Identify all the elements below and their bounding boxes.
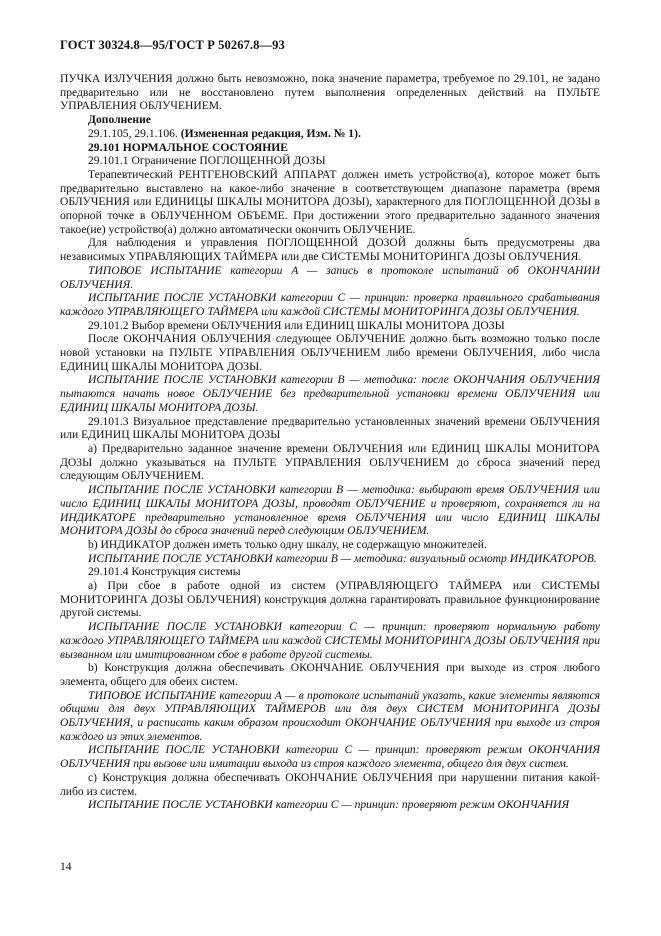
test-requirement: ИСПЫТАНИЕ ПОСЛЕ УСТАНОВКИ категории С — принцип: проверяют режим ОКОНЧАНИЯ ОБЛУЧЕНИЯ при вызове или имитации выхода из строя каждого элемента, общего для двух систем. [60,743,600,771]
amendment-note [60,127,600,141]
subsection-heading: 29.101.1 Ограничение ПОГЛОЩЕННОЙ ДОЗЫ [88,154,326,168]
document-body [60,72,600,812]
subsection-heading: 29.101.4 Конструкция системы [88,565,241,579]
page-number: 14 [60,860,72,873]
test-requirement: ИСПЫТАНИЕ ПОСЛЕ УСТАНОВКИ категории С — принцип: проверка правильного срабатывания каждого УПРАВЛЯЮЩЕГО ТАЙМЕРА или каждой СИСТЕМЫ МОНИТОРИНГА ДОЗЫ ОБЛУЧЕНИЯ. [60,291,600,318]
paragraph: Терапевтический РЕНТГЕНОВСКИЙ АППАРАТ должен иметь устройство(а), которое может быть предварительно выставлено на какое-либо значение в соответствующем диапазоне параметра (время ОБЛУЧЕНИЯ или ЕДИНИЦЫ ШКАЛЫ МОНИТОРА ДОЗЫ), характерного для ПОГЛОЩЕННОЙ ДОЗЫ в опорной точке в ОБЛУЧЕННОМ ОБЪЕМЕ. При достижении этого предварительно заданного значения такое(ие) устройство(а) должно автоматически окончить ОБЛУЧЕНИЕ. [60,167,600,236]
subsection-heading: 29.101.2 Выбор времени ОБЛУЧЕНИЯ или ЕДИНИЦ ШКАЛЫ МОНИТОРА ДОЗЫ [88,318,505,332]
page-header: ГОСТ 30324.8—95/ГОСТ Р 50267.8—93 [60,38,285,52]
paragraph: Для наблюдения и управления ПОГЛОЩЕННОЙ ДОЗОЙ должны быть предусмотрены два независимых УПРАВЛЯЮЩИХ ТАЙМЕРА или две СИСТЕМЫ МОНИТОРИНГА ДОЗЫ ОБЛУЧЕНИЯ. [60,236,600,264]
amendment-clauses: 29.1.105, 29.1.106. [88,126,178,140]
list-item: а) Предварительно заданное значение времени ОБЛУЧЕНИЯ или ЕДИНИЦ ШКАЛЫ МОНИТОРА ДОЗЫ должно указываться на ПУЛЬТЕ УПРАВЛЕНИЯ ОБЛУЧЕНИЕМ до сброса значений перед следующим ОБЛУЧЕНИЕМ. [60,441,600,483]
section-heading: 29.101 НОРМАЛЬНОЕ СОСТОЯНИЕ [88,140,289,154]
test-requirement: ТИПОВОЕ ИСПЫТАНИЕ категории А — в протоколе испытаний указать, какие элементы являются общими для двух УПРАВЛЯЮЩИХ ТАЙМЕРОВ или для двух СИСТЕМ МОНИТОРИНГА ДОЗЫ ОБЛУЧЕНИЯ, и расписать каким образом происходит ОКОНЧАНИЕ ОБЛУЧЕНИЯ при выходе из строя каждого из этих элементов. [60,688,600,743]
test-requirement: ИСПЫТАНИЕ ПОСЛЕ УСТАНОВКИ категории С — принцип: проверяют нормальную работу каждого УПРАВЛЯЮЩЕГО ТАЙМЕРА или каждой СИСТЕМЫ МОНИТОРИНГА ДОЗЫ ОБЛУЧЕНИЯ при вызванном или имитированном сбое в работе другой системы. [60,620,600,661]
list-item: а) При сбое в работе одной из систем (УПРАВЛЯЮЩЕГО ТАЙМЕРА или СИСТЕМЫ МОНИТОРИНГА ДОЗЫ ОБЛУЧЕНИЯ) конструкция должна гарантировать правильное функционирование другой системы. [60,579,600,620]
test-requirement: ИСПЫТАНИЕ ПОСЛЕ УСТАНОВКИ категории В — методика: визуальный осмотр ИНДИКАТОРОВ. [88,551,597,565]
test-requirement: ИСПЫТАНИЕ ПОСЛЕ УСТАНОВКИ категории В — методика: после ОКОНЧАНИЯ ОБЛУЧЕНИЯ пытаются начать новое ОБЛУЧЕНИЕ без предварительной установки времени ОБЛУЧЕНИЯ или ЕДИНИЦ ШКАЛЫ МОНИТОРА ДОЗЫ. [60,373,600,414]
test-requirement: ТИПОВОЕ ИСПЫТАНИЕ категории А — запись в протоколе испытаний об ОКОНЧАНИИ ОБЛУЧЕНИЯ. [60,263,600,291]
paragraph: После ОКОНЧАНИЯ ОБЛУЧЕНИЯ следующее ОБЛУЧЕНИЕ должно быть возможно только после новой установки на ПУЛЬТЕ УПРАВЛЕНИЯ ОБЛУЧЕНИЕМ либо времени ОБЛУЧЕНИЯ, либо числа ЕДИНИЦ ШКАЛЫ МОНИТОРА ДОЗЫ. [60,332,600,373]
section-label-supplement: Дополнение [88,113,151,127]
test-requirement: ИСПЫТАНИЕ ПОСЛЕ УСТАНОВКИ категории В — методика: выбирают время ОБЛУЧЕНИЯ или число ЕДИНИЦ ШКАЛЫ МОНИТОРА ДОЗЫ, проводят ОБЛУЧЕНИЕ и проверяют, сохраняется ли на ИНДИКАТОРЕ предварительно установленное время ОБЛУЧЕНИЯ или число ЕДИНИЦ ШКАЛЫ МОНИТОРА ДОЗЫ до сброса значений перед следующим ОБЛУЧЕНИЕМ. [60,483,600,538]
list-item: b) ИНДИКАТОР должен иметь только одну шкалу, не содержащую множителей. [88,537,487,551]
paragraph: ПУЧКА ИЗЛУЧЕНИЯ должно быть невозможно, пока значение параметра, требуемое по 29.101, не задано предварительно или не восстановлено путем выполнения определенных действий на ПУЛЬТЕ УПРАВЛЕНИЯ ОБЛУЧЕНИЕМ. [60,72,600,113]
subsection-heading: 29.101.3 Визуальное представление предварительно установленных значений времени ОБЛУЧЕНИЯ или ЕДИНИЦ ШКАЛЫ МОНИТОРА ДОЗЫ [60,414,600,442]
list-item: b) Конструкция должна обеспечивать ОКОНЧАНИЕ ОБЛУЧЕНИЯ при выходе из строя любого элемента, общего для обеих систем. [60,661,600,688]
amendment-revision: (Измененная редакция, Изм. № 1). [177,126,361,140]
list-item: с) Конструкция должна обеспечивать ОКОНЧАНИЕ ОБЛУЧЕНИЯ при нарушении питания какой-либо из систем. [60,770,600,798]
test-requirement: ИСПЫТАНИЕ ПОСЛЕ УСТАНОВКИ категории С — принцип: проверяют режим ОКОНЧАНИЯ [88,798,570,812]
